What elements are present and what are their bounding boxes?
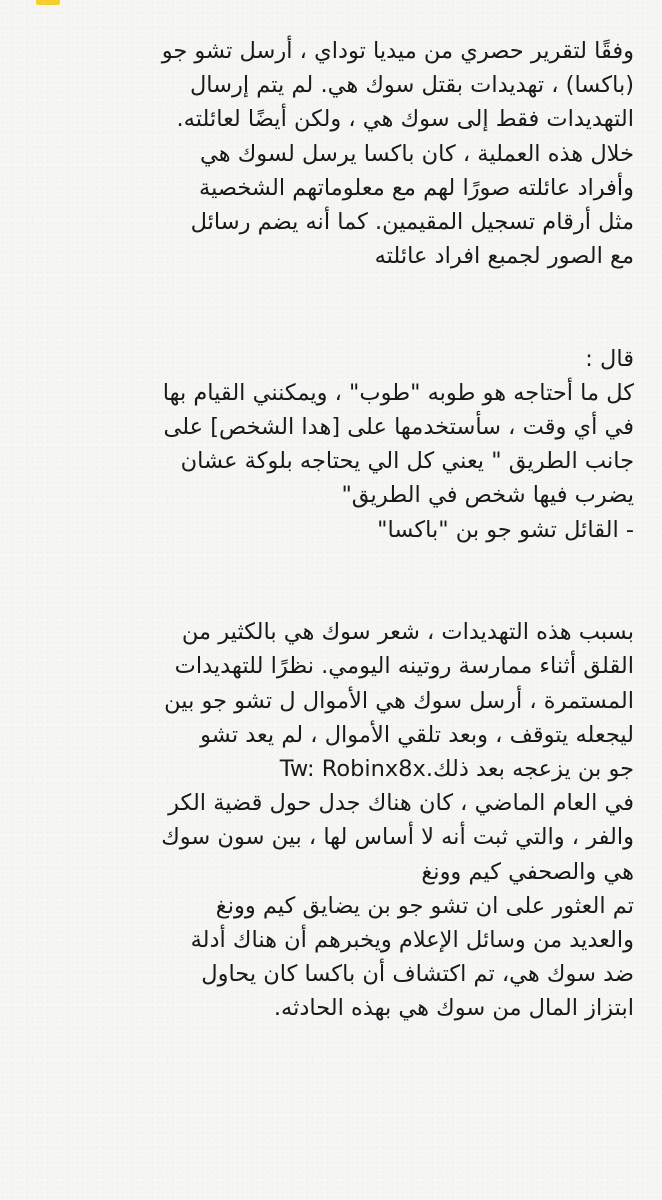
blank-line	[28, 308, 634, 342]
paragraph-background	[28, 786, 634, 1025]
note-body[interactable]	[28, 34, 634, 1025]
text-line: التهديدات فقط إلى سوك هي ، ولكن أيضًا لعائلته.	[176, 106, 634, 133]
text-line: (باكسا) ، تهديدات بقتل سوك هي. لم يتم إرسال	[189, 72, 634, 99]
text-line: ليجعله يتوقف ، وبعد تلقي الأموال ، لم يعد تشو	[200, 721, 634, 748]
paragraph-report	[28, 34, 634, 273]
paragraph-consequences	[28, 615, 634, 786]
text-line: في أي وقت ، سأستخدمها على [هدا الشخص] على	[163, 414, 634, 441]
text-line: والعديد من وسائل الإعلام ويخبرهم أن هناك أدلة	[190, 926, 634, 953]
paragraph-quote	[28, 342, 634, 547]
text-line: ضد سوك هي، تم اكتشاف أن باكسا كان يحاول	[201, 961, 634, 988]
blank-line	[28, 581, 634, 615]
blank-line	[28, 273, 634, 307]
text-line: خلال هذه العملية ، كان باكسا يرسل لسوك هي	[199, 140, 634, 167]
text-line: وأفراد عائلته صورًا لهم مع معلوماتهم الشخصية	[199, 174, 634, 201]
text-line: المستمرة ، أرسل سوك هي الأموال ل تشو جو بين	[164, 687, 634, 714]
text-line: في العام الماضي ، كان هناك جدل حول قضية الكر	[168, 790, 634, 817]
text-line: مع الصور لجمبع افراد عائلته	[374, 243, 634, 270]
text-line: وفقًا لتقرير حصري من ميديا توداي ، أرسل تشو جو	[161, 38, 634, 64]
text-line: بسبب هذه التهديدات ، شعر سوك هي بالكثير من	[181, 619, 634, 646]
text-line: مثل أرقام تسجيل المقيمين. كما أنه يضم رسائل	[190, 208, 634, 235]
text-line: هي والصحفي كيم وونغ	[421, 858, 634, 885]
text-line: كل ما أحتاجه هو طوبه "طوب" ، ويمكنني القيام بها	[162, 379, 634, 406]
text-line: جانب الطريق " يعني كل الي يحتاجه بلوكة عشان	[180, 448, 634, 475]
text-segment: جو بن يزعجه بعد ذلك.	[425, 755, 634, 782]
twitter-handle: Tw: Robinx8x	[279, 755, 426, 782]
text-line: القلق أثناء ممارسة روتينه اليومي. نظرًا للتهديدات	[174, 653, 634, 680]
text-line-with-signature	[28, 752, 634, 786]
notes-app-accent-mark	[36, 0, 60, 5]
text-line: يضرب فيها شخص في الطريق"	[341, 482, 634, 509]
text-line: قال :	[585, 345, 634, 372]
text-line: ابتزاز المال من سوك هي بهذه الحادثه.	[273, 995, 634, 1022]
blank-line	[28, 547, 634, 581]
text-line: - القائل تشو جو بن "باكسا"	[377, 516, 634, 543]
text-line: تم العثور على ان تشو جو بن يضايق كيم وونغ	[215, 892, 634, 919]
text-line: والفر ، والتي ثبت أنه لا أساس لها ، بين سون سوك	[161, 824, 634, 851]
